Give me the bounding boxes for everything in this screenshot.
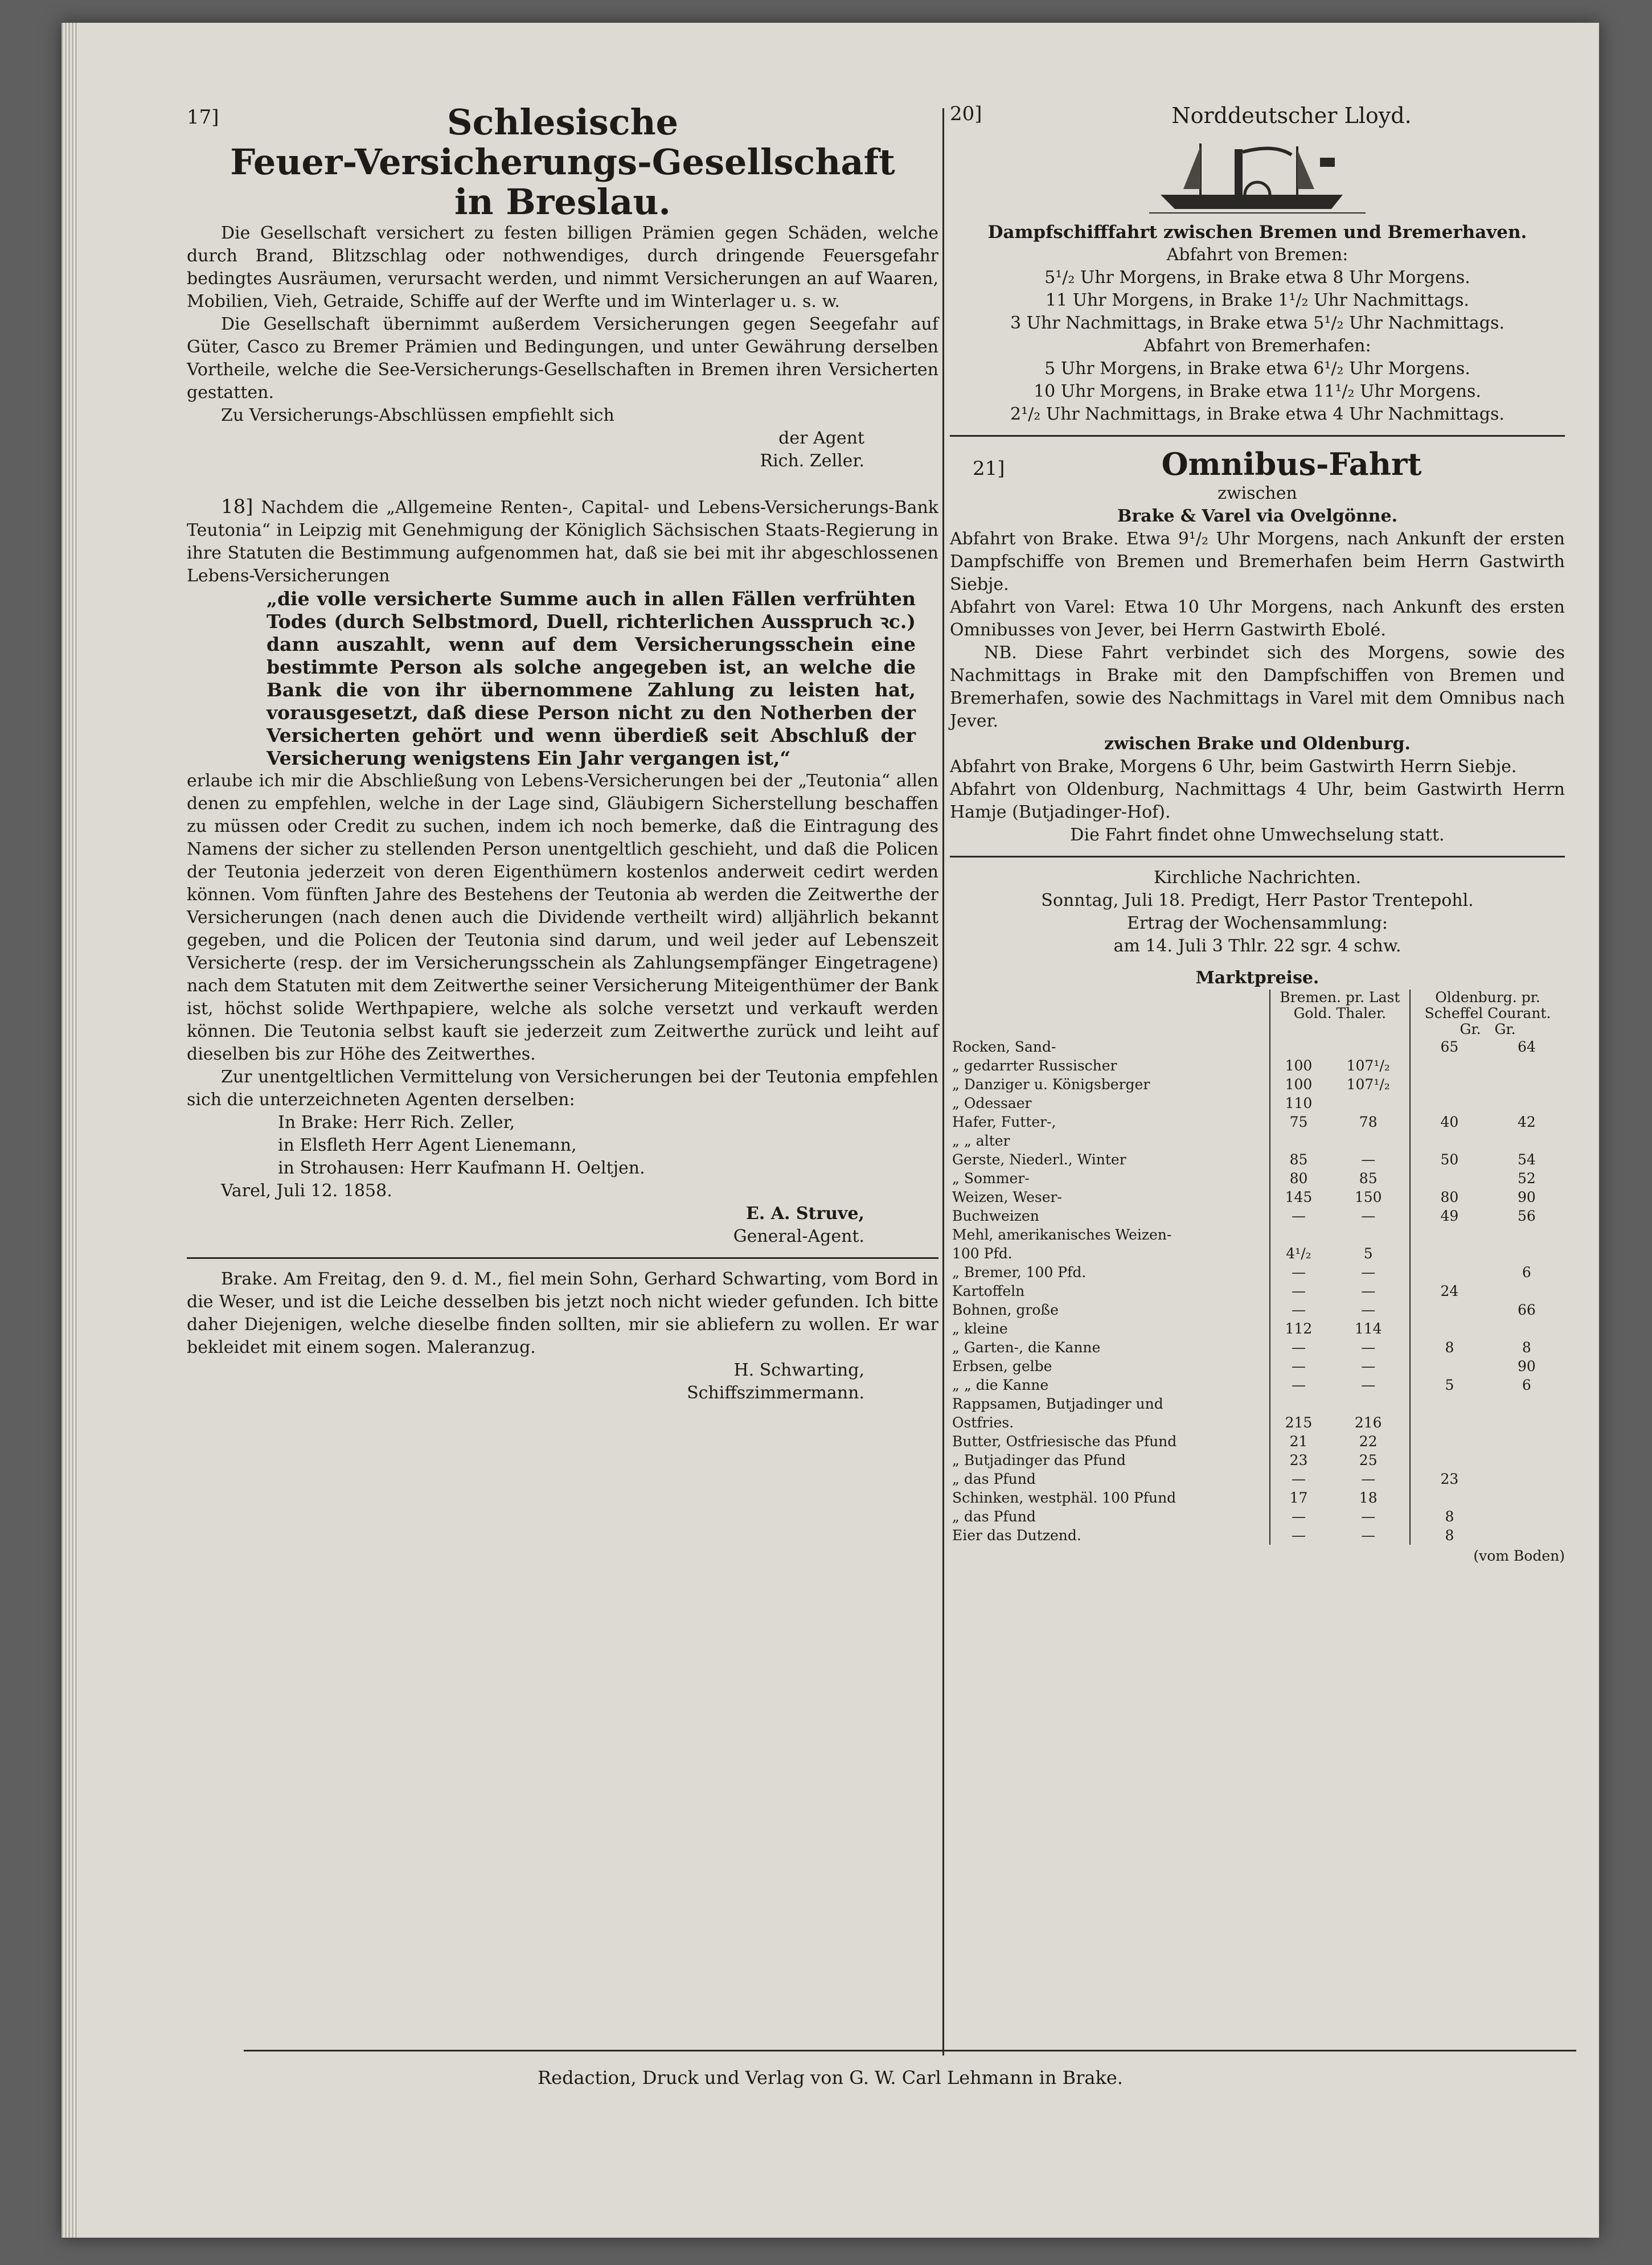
price-cell [1410, 1094, 1489, 1113]
ad-title: Schlesische [446, 101, 679, 143]
commodity-cell: Mehl, amerikanisches Weizen- [952, 1226, 1172, 1243]
commodity-cell: „ kleine [952, 1320, 1008, 1337]
price-cell: 110 [1270, 1094, 1327, 1113]
price-table-body [950, 1037, 1565, 1545]
schedule-line: 11 Uhr Morgens, in Brake 1¹/₂ Uhr Nachmittags. [1046, 290, 1469, 310]
newspaper-page [62, 23, 1599, 2238]
table-row [950, 1526, 1565, 1545]
price-cell: 90 [1517, 1189, 1536, 1205]
table-row [950, 1113, 1565, 1131]
notice [187, 1268, 938, 1405]
paragraph: Abfahrt von Varel: Etwa 10 Uhr Morgens, nach Ankunft des ersten Omnibusses von Jever, bei Herrn Gastwirth Ebolé. [950, 597, 1565, 640]
signature: der Agent [778, 428, 864, 448]
price-cell: — [1270, 1207, 1327, 1225]
price-cell: — [1270, 1526, 1327, 1545]
price-cell: 6 [1522, 1377, 1531, 1393]
ad-title: Omnibus-Fahrt [1161, 446, 1422, 482]
divider [950, 435, 1565, 437]
price-cell: — [1361, 1508, 1376, 1525]
paragraph: Brake. Am Freitag, den 9. d. M., fiel mein Sohn, Gerhard Schwarting, vom Bord in die Weser, und ist die Leiche desselben bis jetzt noch nicht wieder gefunden. Ich bitte daher Diejenigen, welche dieselbe finden sollten, mir sie abliefern zu wollen. Er war bekleidet mit einem sogen. Maleranzug. [187, 1269, 938, 1357]
header-unit: Gr. [1460, 1021, 1481, 1037]
price-cell [1489, 1488, 1565, 1507]
church-news [950, 867, 1565, 958]
price-cell: 78 [1359, 1114, 1378, 1130]
signature: E. A. Struve, [745, 1204, 864, 1224]
table-row [950, 1075, 1565, 1094]
schedule-line: 10 Uhr Morgens, in Brake etwa 11¹/₂ Uhr Morgens. [1034, 381, 1481, 401]
table-row [950, 1470, 1565, 1488]
price-cell: 75 [1270, 1113, 1327, 1131]
price-cell: 56 [1517, 1208, 1536, 1224]
table-row [950, 1357, 1565, 1376]
commodity-cell: Buchweizen [952, 1208, 1039, 1224]
table-row [950, 1225, 1565, 1244]
price-cell [1489, 1056, 1565, 1075]
price-cell [1489, 1131, 1565, 1150]
signature: Rich. Zeller. [760, 451, 864, 471]
price-cell: 5 [1363, 1245, 1373, 1262]
paragraph: Abfahrt von Brake, Morgens 6 Uhr, beim Gastwirth Herrn Siebje. [950, 757, 1517, 777]
price-cell: 85 [1270, 1150, 1327, 1169]
table-row [950, 1300, 1565, 1319]
table-row [950, 1432, 1565, 1451]
church-line: am 14. Juli 3 Thlr. 22 sgr. 4 schw. [1113, 936, 1401, 956]
header-label: Oldenburg. pr. Scheffel Courant. [1424, 989, 1551, 1021]
price-cell [1489, 1394, 1565, 1413]
closing-line: Die Fahrt findet ohne Umwechselung statt. [1070, 825, 1445, 845]
route: zwischen Brake und Oldenburg. [1104, 734, 1411, 754]
commodity-cell: „ Sommer- [952, 1170, 1030, 1187]
ad-18 [187, 495, 938, 1248]
commodity-cell: Rappsamen, Butjadinger und [952, 1396, 1163, 1412]
departure-heading: Abfahrt von Bremerhafen: [1143, 336, 1371, 356]
price-cell [1410, 1244, 1489, 1263]
signature: H. Schwarting, [733, 1360, 864, 1380]
page-edge [62, 23, 77, 2238]
right-column [950, 102, 1565, 1568]
table-row [950, 1394, 1565, 1413]
price-cell [1489, 1225, 1565, 1244]
price-cell: 65 [1410, 1037, 1489, 1056]
price-cell: 21 [1270, 1432, 1327, 1451]
commodity-cell: „ Garten-, die Kanne [952, 1339, 1101, 1356]
left-column [187, 102, 938, 1405]
price-cell [1489, 1244, 1565, 1263]
price-cell: — [1270, 1357, 1327, 1376]
quote: „die volle versicherte Summe auch in allen Fällen verfrühten Todes (durch Selbstmord, Duell, richterlichen Ausspruch ꝛc.) dann auszahlt, wenn auf dem Versicherungsschein eine bestimmte Person als solche angegeben ist, an welche die Bank die von ihr übernommene Zahlung zu leisten hat, vorausgesetzt, daß diese Person nicht zu den Notherben der Versicherten gehört und wenn überdieß seit Abschluß der Versicherung wenigstens Ein Jahr vergangen ist,“ [267, 588, 916, 769]
church-line: Sonntag, Juli 18. Predigt, Herr Pastor Trentepohl. [1041, 891, 1474, 910]
price-cell: 8 [1410, 1338, 1489, 1357]
price-cell: — [1270, 1507, 1327, 1526]
market-prices [950, 967, 1565, 1568]
price-cell [1410, 1131, 1489, 1150]
price-cell: — [1270, 1282, 1327, 1300]
price-cell [1489, 1470, 1565, 1488]
table-row [950, 1150, 1565, 1169]
price-cell [1327, 1225, 1410, 1244]
price-cell: 100 [1270, 1075, 1327, 1094]
table-row [950, 1244, 1565, 1263]
price-cell: — [1361, 1283, 1376, 1299]
ad-17 [187, 102, 938, 473]
section-title: Marktpreise. [1195, 968, 1319, 988]
commodity-cell: Butter, Ostfriesische das Pfund [952, 1433, 1177, 1450]
price-cell: 85 [1359, 1170, 1378, 1187]
commodity-cell: „ Odessaer [952, 1095, 1032, 1111]
table-row [950, 1451, 1565, 1470]
commodity-cell: „ „ die Kanne [952, 1377, 1049, 1393]
price-cell: 25 [1359, 1452, 1378, 1468]
table-row [950, 1056, 1565, 1075]
price-cell: — [1361, 1527, 1376, 1544]
price-cell: 23 [1410, 1470, 1489, 1488]
price-cell: 49 [1410, 1207, 1489, 1225]
commodity-cell: „ Butjadinger das Pfund [952, 1452, 1126, 1468]
agent: in Strohausen: Herr Kaufmann H. Oeltjen. [278, 1158, 645, 1178]
table-row [950, 1319, 1565, 1338]
price-cell [1327, 1037, 1410, 1056]
ad-subtitle: Dampfschifffahrt zwischen Bremen und Bremerhaven. [987, 222, 1527, 243]
price-table [950, 990, 1565, 1545]
price-cell [1410, 1413, 1489, 1432]
price-cell: — [1270, 1338, 1327, 1357]
price-cell: 80 [1270, 1169, 1327, 1188]
price-cell: 100 [1270, 1056, 1327, 1075]
price-cell: 107¹/₂ [1346, 1076, 1390, 1093]
price-cell [1410, 1300, 1489, 1319]
price-cell [1410, 1075, 1489, 1094]
price-cell [1410, 1319, 1489, 1338]
signature: Schiffszimmermann. [687, 1383, 864, 1403]
price-cell: 17 [1270, 1488, 1327, 1507]
ad-title: in Breslau. [454, 181, 671, 223]
price-cell: 8 [1522, 1339, 1531, 1356]
price-cell: — [1361, 1151, 1376, 1168]
price-cell: — [1270, 1263, 1327, 1282]
price-cell: — [1361, 1208, 1376, 1224]
price-cell [1270, 1394, 1327, 1413]
price-cell: 54 [1517, 1151, 1536, 1168]
commodity-cell: Rocken, Sand- [952, 1039, 1056, 1055]
table-row [950, 1094, 1565, 1113]
price-cell: — [1361, 1264, 1376, 1281]
commodity-cell: „ das Pfund [952, 1471, 1036, 1487]
section-title: Kirchliche Nachrichten. [1153, 868, 1362, 888]
steamship-icon [1149, 132, 1366, 218]
place-date: Varel, Juli 12. 1858. [221, 1181, 392, 1201]
table-row [950, 1263, 1565, 1282]
price-cell: 52 [1517, 1170, 1536, 1187]
price-cell: — [1361, 1377, 1376, 1393]
price-cell: 107¹/₂ [1346, 1057, 1390, 1074]
table-row [950, 1488, 1565, 1507]
price-cell [1489, 1451, 1565, 1470]
ad-number: 18] [221, 495, 253, 518]
departure-heading: Abfahrt von Bremen: [1166, 245, 1348, 265]
table-row [950, 1169, 1565, 1188]
price-cell: — [1361, 1358, 1376, 1374]
price-cell: 6 [1522, 1264, 1531, 1281]
price-cell [1410, 1056, 1489, 1075]
paragraph: erlaube ich mir die Abschließung von Lebens-Versicherungen bei der „Teutonia“ allen denen zu empfehlen, welche in der Lage sind, Gläubigern Sicherstellung beschaffen zu müssen oder Credit zu suchen, indem ich noch bemerke, daß die Eintragung des Namens der sicher zu stellenden Person unentgeltlich geschieht, und daß die Policen der Teutonia jederzeit von deren Eigenthümern kostenlos anderweit cedirt werden können. Vom fünften Jahre des Bestehens der Teutonia ab werden die Zeitwerthe der Versicherungen (nach denen auch die Dividende vertheilt wird) alljährlich bekannt gegeben, und die Policen der Teutonia sind darum, und weil jeder auf Lebenszeit Versicherte (resp. der im Versicherungsschein als Zahlungsempfänger Eingetragene) nach dem Statuten mit dem Zeitwerthe seiner Versicherung Miteigenthümer der Bank ist, höchst solide Werthpapiere, welche als solche versetzt und verkauft werden können. Die Teutonia selbst kauft sie jederzeit zum Zeitwerthe zurück und leiht auf dieselben bis zur Höhe des Zeitwerthes. [187, 771, 938, 1064]
schedule-line: 5 Uhr Morgens, in Brake etwa 6¹/₂ Uhr Morgens. [1044, 359, 1470, 379]
price-cell: 4¹/₂ [1270, 1244, 1327, 1263]
price-cell: 8 [1410, 1507, 1489, 1526]
schedule-line: 3 Uhr Nachmittags, in Brake etwa 5¹/₂ Uhr Nachmittags. [1010, 313, 1505, 333]
price-cell: — [1361, 1302, 1376, 1318]
price-cell: 216 [1354, 1414, 1382, 1431]
commodity-cell: Weizen, Weser- [952, 1189, 1062, 1205]
divider [950, 856, 1565, 857]
paragraph-text: Nachdem die „Allgemeine Renten-, Capital- und Lebens-Versicherungs-Bank Teutonia“ in Leipzig mit Genehmigung der Königlich Sächsischen Staats-Regierung in ihre Statuten die Bestimmung aufgenommen hat, daß sie bei mit ihr abgeschlossenen Lebens-Versicherungen [187, 498, 938, 586]
side-note: (vom Boden) [1473, 1548, 1565, 1564]
header-unit: Gr. [1494, 1021, 1516, 1037]
price-cell [1489, 1094, 1565, 1113]
price-cell [1410, 1451, 1489, 1470]
paragraph: Die Gesellschaft übernimmt außerdem Versicherungen gegen Seegefahr auf Güter, Casco zu Bremer Prämien und Bedingungen, und unter Gewährung derselben Vortheile, welche die See-Versicherungs-Gesellschaften in Bremen ihren Versicherten gestatten. [187, 314, 938, 403]
table-row [950, 1338, 1565, 1357]
ad-21 [950, 446, 1565, 847]
paragraph: NB. Diese Fahrt verbindet sich des Morgens, sowie des Nachmittags in Brake mit den Dampfschiffen von Bremen und Bremerhafen, sowie des Nachmittags in Varel mit dem Omnibus nach Jever. [950, 643, 1565, 731]
commodity-cell: Bohnen, große [952, 1302, 1059, 1318]
price-cell: — [1270, 1300, 1327, 1319]
price-cell: 215 [1270, 1413, 1327, 1432]
agent: In Brake: Herr Rich. Zeller, [278, 1113, 515, 1132]
price-cell: 23 [1270, 1451, 1327, 1470]
price-cell: — [1270, 1376, 1327, 1394]
ad-20 [950, 102, 1565, 426]
price-cell: — [1361, 1339, 1376, 1356]
price-cell: — [1270, 1470, 1327, 1488]
paragraph: Abfahrt von Oldenburg, Nachmittags 4 Uhr, beim Gastwirth Herrn Hamje (Butjadinger-Hof). [950, 779, 1565, 822]
divider [187, 1257, 938, 1259]
price-cell [1489, 1526, 1565, 1545]
price-cell: 22 [1359, 1433, 1378, 1450]
price-cell: 66 [1517, 1302, 1536, 1318]
paragraph: Zur unentgeltlichen Vermittelung von Versicherungen bei der Teutonia empfehlen sich die unterzeichneten Agenten derselben: [187, 1067, 938, 1110]
table-row [950, 1507, 1565, 1526]
agent-list [187, 1111, 938, 1180]
price-cell: 5 [1410, 1376, 1489, 1394]
price-cell [1410, 1225, 1489, 1244]
table-row [950, 1282, 1565, 1300]
price-cell [1270, 1225, 1327, 1244]
table-row [950, 1207, 1565, 1225]
price-cell: 18 [1359, 1490, 1378, 1506]
paragraph: Die Gesellschaft versichert zu festen billigen Prämien gegen Schäden, welche durch Brand, Blitzschlag oder nothwendiges, durch dringende Feuersgefahr bedingtes Ausräumen, verursacht werden, und nimmt Versicherungen an auf Waaren, Mobilien, Vieh, Getraide, Schiffe auf der Werfte und im Winterlager u. s. w. [187, 223, 938, 311]
price-cell: 42 [1517, 1114, 1536, 1130]
column-divider [942, 108, 944, 2055]
commodity-cell: Ostfries. [952, 1414, 1014, 1431]
price-cell: 114 [1354, 1320, 1382, 1337]
signature: General-Agent. [733, 1226, 864, 1246]
price-cell: 112 [1270, 1319, 1327, 1338]
commodity-cell: „ Danziger u. Königsberger [952, 1076, 1150, 1093]
price-cell [1489, 1282, 1565, 1300]
commodity-cell: Schinken, westphäl. 100 Pfund [952, 1490, 1177, 1506]
table-row [950, 1188, 1565, 1207]
commodity-cell: Erbsen, gelbe [952, 1358, 1052, 1374]
price-cell [1410, 1488, 1489, 1507]
price-cell: 8 [1410, 1526, 1489, 1545]
price-cell [1410, 1432, 1489, 1451]
schedule-line: 5¹/₂ Uhr Morgens, in Brake etwa 8 Uhr Morgens. [1044, 268, 1470, 288]
price-cell: 50 [1410, 1150, 1489, 1169]
church-line: Ertrag der Wochensammlung: [1127, 913, 1388, 933]
price-cell [1410, 1263, 1489, 1282]
agent: in Elsfleth Herr Agent Lienemann, [278, 1135, 577, 1155]
price-cell [1270, 1131, 1327, 1150]
price-cell [1270, 1037, 1327, 1056]
paragraph: Abfahrt von Brake. Etwa 9¹/₂ Uhr Morgens, nach Ankunft der ersten Dampfschiffe von Bremen und Bremerhafen beim Herrn Gastwirth Siebje. [950, 529, 1565, 594]
price-cell: 150 [1354, 1189, 1382, 1205]
paragraph: Zu Versicherungs-Abschlüssen empfiehlt sich [221, 405, 614, 425]
table-row [950, 1376, 1565, 1394]
schedule-line: 2¹/₂ Uhr Nachmittags, in Brake etwa 4 Uhr Nachmittags. [1010, 404, 1505, 424]
price-cell [1410, 1394, 1489, 1413]
price-cell [1489, 1507, 1565, 1526]
price-cell: 90 [1517, 1358, 1536, 1374]
price-cell [1489, 1432, 1565, 1451]
price-cell [1410, 1357, 1489, 1376]
price-cell [1489, 1075, 1565, 1094]
price-cell: 40 [1410, 1113, 1489, 1131]
commodity-cell: „ Bremer, 100 Pfd. [952, 1264, 1087, 1281]
table-row [950, 1131, 1565, 1150]
commodity-cell: Kartoffeln [952, 1283, 1025, 1299]
price-cell: 24 [1410, 1282, 1489, 1300]
commodity-cell: „ gedarrter Russischer [952, 1057, 1117, 1074]
price-cell [1410, 1169, 1489, 1188]
table-header-empty [950, 990, 1270, 1037]
price-cell: 80 [1410, 1188, 1489, 1207]
commodity-cell: „ das Pfund [952, 1508, 1036, 1525]
commodity-cell: 100 Pfd. [952, 1245, 1012, 1262]
commodity-cell: Eier das Dutzend. [952, 1527, 1081, 1544]
commodity-cell: „ „ alter [952, 1132, 1010, 1149]
ad-number: 17] [187, 106, 219, 129]
price-cell [1489, 1319, 1565, 1338]
price-cell: 145 [1270, 1188, 1327, 1207]
table-row [950, 1037, 1565, 1056]
price-cell [1327, 1394, 1410, 1413]
ad-title: Feuer-Versicherungs-Gesellschaft [230, 141, 895, 183]
table-row [950, 1413, 1565, 1432]
ad-title: Norddeutscher Lloyd. [1171, 103, 1412, 128]
table-header-oldenburg [1410, 990, 1565, 1037]
price-cell [1327, 1094, 1410, 1113]
commodity-cell: Gerste, Niederl., Winter [952, 1151, 1126, 1168]
footer-rule [244, 2050, 1576, 2051]
ad-number: 21] [973, 457, 1005, 480]
imprint: Redaction, Druck und Verlag von G. W. Carl Lehmann in Brake. [538, 2067, 1123, 2088]
commodity-cell: Hafer, Futter-, [952, 1114, 1056, 1130]
route: Brake & Varel via Ovelgönne. [1117, 506, 1398, 526]
price-cell: 64 [1517, 1039, 1536, 1055]
ad-line: zwischen [1218, 483, 1297, 503]
ad-number: 20] [950, 102, 982, 125]
price-cell [1489, 1413, 1565, 1432]
price-cell [1327, 1131, 1410, 1150]
paragraph [187, 495, 938, 588]
table-header-bremen: Bremen. pr. Last Gold. Thaler. [1270, 990, 1410, 1037]
price-cell: — [1361, 1471, 1376, 1487]
